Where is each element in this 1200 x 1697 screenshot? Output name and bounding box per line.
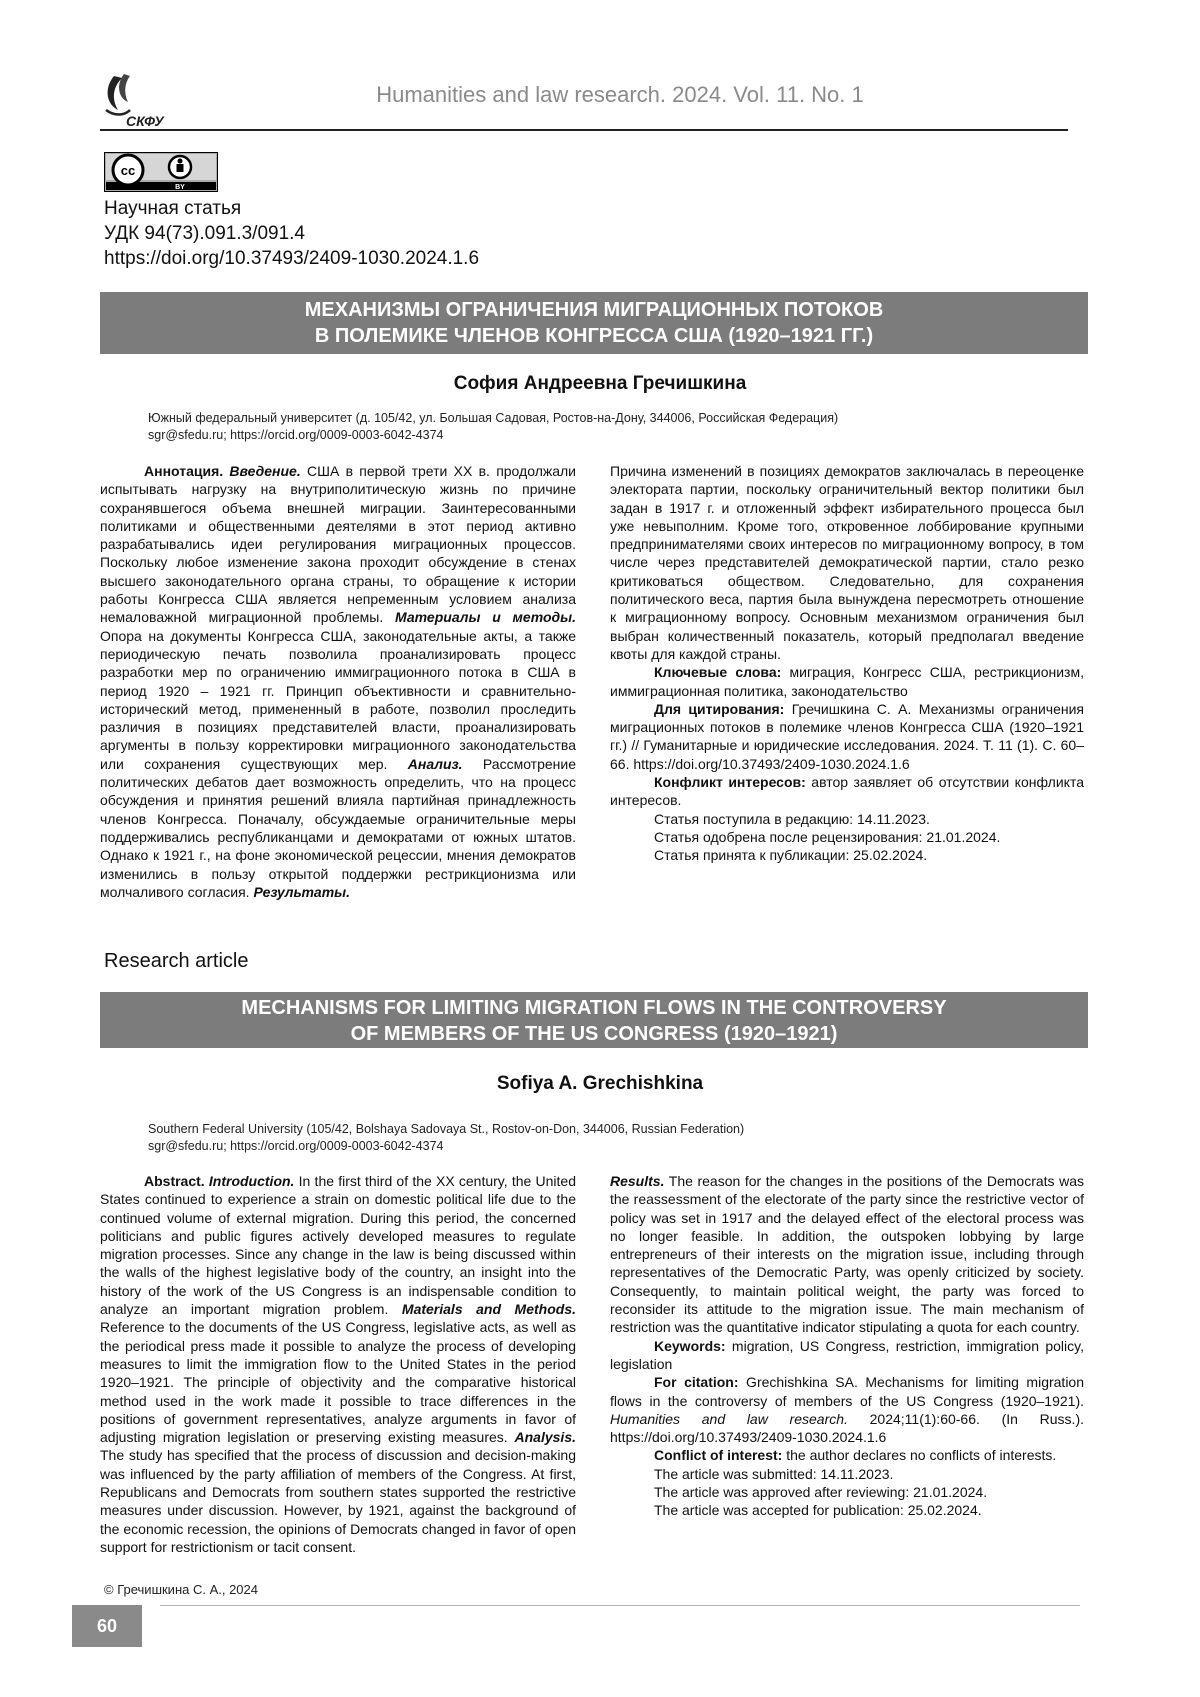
footer-rule xyxy=(160,1605,1080,1606)
article-type-en: Research article xyxy=(104,950,249,973)
analysis-en-text: The study has specified that the process of discussion and decision-making was influenced by the party affiliation of members of the Congress. At first, Republicans and Democrats from southern states supported the restrictive measures under discussion. However, by 1921, against the background of the economic recession, the opinions of Democrats changed in favor of open support for restrictionism or tacit consent. xyxy=(100,1447,576,1554)
results-en-paragraph xyxy=(610,1172,1084,1337)
accepted-en: The article was accepted for publication: 25.02.2024. xyxy=(610,1501,1084,1519)
citation-ru-text: Гречишкина С. А. Механизмы ограничения миграционных потоков в полемике членов Конгресса США (1920–1921 гг.) // Гуманитарные и юридические исследования. 2024. Т. 11 (1). С. 60–66. https://doi.org/10.37493/2409-1030.2024.1.6 xyxy=(610,701,1084,772)
approved-en: The article was approved after reviewing: 21.01.2024. xyxy=(610,1483,1084,1501)
journal-header: Humanities and law research. 2024. Vol. 11. No. 1 xyxy=(300,82,940,108)
keywords-en xyxy=(610,1337,1084,1374)
conflict-en xyxy=(610,1446,1084,1464)
page-number: 60 xyxy=(72,1605,142,1647)
abstract-ru-label: Аннотация. xyxy=(144,463,223,479)
title-en-line1: MECHANISMS FOR LIMITING MIGRATION FLOWS IN THE CONTROVERSY xyxy=(100,995,1088,1021)
analysis-en-label: Analysis. xyxy=(515,1429,576,1445)
citation-en-text-a: Grechishkina SA. Mechanisms for limiting migration flows in the controversy of members of the US Congress (1920–1921). xyxy=(610,1374,1084,1408)
citation-en-text-b: 2024;11(1):60-66. (In Russ.). https://doi.org/10.37493/2409-1030.2024.1.6 xyxy=(610,1411,1084,1445)
title-band-ru xyxy=(100,292,1088,354)
citation-ru-label: Для цитирования: xyxy=(654,701,784,717)
citation-ru xyxy=(610,700,1084,773)
udc-code: УДК 94(73).091.3/091.4 xyxy=(104,221,479,246)
intro-en-text: In the first third of the XX century, the United States continued to experience a strain on domestic political life due to the continued volume of external migration. During this period, the concerned politicians and public figures actively developed measures to regulate migration processes. Since any change in the law is being discussed within the walls of the highest legislative body of the country, an insight into the history of the work of the US Congress is an indispensable condition to analyze an important migration problem. xyxy=(100,1173,576,1317)
article-type-ru: Научная статья xyxy=(104,196,479,221)
doi-link[interactable]: https://doi.org/10.37493/2409-1030.2024.1.6 xyxy=(104,246,479,271)
copyright-notice: © Гречишкина С. А., 2024 xyxy=(104,1582,258,1597)
intro-ru-label: Введение. xyxy=(229,463,300,479)
abstract-en-column-right xyxy=(610,1172,1084,1520)
keywords-ru-label: Ключевые слова: xyxy=(654,664,781,680)
methods-en-text: Reference to the documents of the US Congress, legislative acts, as well as the periodical press made it possible to analyze the process of developing measures to limit the immigration flow to the United States in the period 1920–1921. The principle of objectivity and the comparative historical method used in the work made it possible to trace differences in the positions of government representatives, analyze arguments in favor of adjusting migration legislation or preserving existing measures. xyxy=(100,1319,576,1445)
citation-en xyxy=(610,1373,1084,1446)
affiliation-ru xyxy=(148,410,838,444)
by-text: BY xyxy=(175,184,185,191)
contacts-ru[interactable]: sgr@sfedu.ru; https://orcid.org/0009-0003-6042-4374 xyxy=(148,427,838,444)
conflict-en-label: Conflict of interest: xyxy=(654,1447,782,1463)
author-en: Sofiya A. Grechishkina xyxy=(100,1073,1100,1095)
citation-en-journal: Humanities and law research. xyxy=(610,1411,848,1427)
accepted-ru: Статья принята к публикации: 25.02.2024. xyxy=(610,846,1084,864)
header-rule xyxy=(100,129,1068,131)
title-ru-line1: МЕХАНИЗМЫ ОГРАНИЧЕНИЯ МИГРАЦИОННЫХ ПОТОКОВ xyxy=(100,297,1088,323)
affiliation-ru-text: Южный федеральный университет (д. 105/42, ул. Большая Садовая, Ростов-на-Дону, 344006, Российская Федерация) xyxy=(148,410,838,427)
intro-ru-text: США в первой трети XX в. продолжали испытывать нагрузку на внутриполитическую жизнь по причине сохранявшегося объема внешней миграции. Заинтересованными политиками и общественными деятелями в этот период активно разрабатывались идеи регулирования миграционных процессов. Поскольку любое изменение закона проходит обсуждение в стенах высшего законодательного органа страны, то обращение к истории работы Конгресса США является непременным условием анализа немаловажной миграционной проблемы. xyxy=(100,463,576,625)
submitted-ru: Статья поступила в редакцию: 14.11.2023. xyxy=(610,810,1084,828)
approved-ru: Статья одобрена после рецензирования: 21.01.2024. xyxy=(610,828,1084,846)
conflict-ru-label: Конфликт интересов: xyxy=(654,774,806,790)
results-ru-text: Причина изменений в позициях демократов заключалась в переоценке электората партии, поскольку ограничительный вектор политики был задан в 1917 г. и отложенный эффект избирательного процесса был уже невыполним. Кроме того, откровенное лоббирование крупными предпринимателями своих интересов по миграционному вопросу, в том числе через представителей демократической партии, стало резко критиковаться обществом. Следовательно, для сохранения политического веса, партия была вынуждена пересмотреть отношение к миграционному вопросу. Основным механизмом ограничения был выбран количественный показатель, который предполагал введение квоты для каждой страны. xyxy=(610,463,1084,662)
keywords-en-label: Keywords: xyxy=(654,1338,726,1354)
affiliation-en-text: Southern Federal University (105/42, Bolshaya Sadovaya St., Rostov-on-Don, 344006, Russian Federation) xyxy=(148,1121,744,1138)
abstract-ru-paragraph xyxy=(100,462,576,901)
abstract-ru-column-right xyxy=(610,462,1084,865)
abstract-ru-column-left xyxy=(100,462,576,901)
title-en-line2: OF MEMBERS OF THE US CONGRESS (1920–1921) xyxy=(100,1021,1088,1047)
abstract-en-paragraph xyxy=(100,1172,576,1556)
intro-en-label: Introduction. xyxy=(209,1173,295,1189)
methods-ru-text: Опора на документы Конгресса США, законодательные акты, а также периодическую печать позволила проанализировать процесс разработки мер по ограничению иммиграционного потока в США в период 1920 – 1921 гг. Принцип объективности и сравнительно-исторический метод, примененный в работе, позволил проследить различия в позициях представителей власти, проанализировать аргументы в пользу корректировки миграционного законодательства или сохранения существующих мер. xyxy=(100,628,576,772)
keywords-ru-text: миграция, Конгресс США, рестрикционизм, иммиграционная политика, законодательство xyxy=(610,664,1084,698)
title-band-en xyxy=(100,992,1088,1048)
analysis-ru-label: Анализ. xyxy=(408,756,463,772)
cc-text: cc xyxy=(121,163,135,178)
conflict-en-text: the author declares no conflicts of interests. xyxy=(782,1447,1056,1463)
conflict-ru xyxy=(610,773,1084,810)
results-ru-label: Результаты. xyxy=(253,884,350,900)
author-ru: София Андреевна Гречишкина xyxy=(100,373,1100,395)
article-meta xyxy=(104,196,479,271)
analysis-ru-text: Рассмотрение политических дебатов дает возможность определить, что на процесс обсуждения и принятия решений влияла партийная принадлежность членов Конгресса. Поначалу, обсуждаемые ограничительные меры поддерживались республиканцами и демократами от южных штатов. Однако к 1921 г., на фоне экономической рецессии, мнения демократов изменились в пользу открытой поддержки рестрикционизма или молчаливого согласия. xyxy=(100,756,576,900)
results-en-text: The reason for the changes in the positions of the Democrats was the reassessment of the electorate of the party since the restrictive vector of policy was set in 1917 and the delayed effect of the electoral process was no longer feasible. In addition, the outspoken lobbying by large entrepreneurs of their interests on the migration issue, including through representatives of the Democratic Party, was openly criticized by society. Consequently, to maintain political weight, the party was forced to reconsider its attitude to the migration issue. The main mechanism of restriction was the quantitative indicator stipulating a quota for each country. xyxy=(610,1173,1084,1335)
conflict-ru-text: автор заявляет об отсутствии конфликта интересов. xyxy=(610,774,1084,808)
submitted-en: The article was submitted: 14.11.2023. xyxy=(610,1465,1084,1483)
contacts-en[interactable]: sgr@sfedu.ru; https://orcid.org/0009-0003-6042-4374 xyxy=(148,1138,744,1155)
results-en-label: Results. xyxy=(610,1173,664,1189)
citation-en-label: For citation: xyxy=(654,1374,739,1390)
affiliation-en xyxy=(148,1121,744,1155)
methods-ru-label: Материалы и методы. xyxy=(395,609,576,625)
abstract-en-column-left xyxy=(100,1172,576,1556)
keywords-en-text: migration, US Congress, restriction, immigration policy, legislation xyxy=(610,1338,1084,1372)
title-ru-line2: В ПОЛЕМИКЕ ЧЛЕНОВ КОНГРЕССА США (1920–1921 ГГ.) xyxy=(100,323,1088,349)
methods-en-label: Materials and Methods. xyxy=(402,1301,576,1317)
university-logo xyxy=(100,70,180,130)
cc-by-license-badge[interactable] xyxy=(104,152,218,192)
abstract-en-label: Abstract. xyxy=(144,1173,205,1189)
logo-text: СКФУ xyxy=(126,113,165,129)
results-ru-paragraph xyxy=(610,462,1084,663)
keywords-ru xyxy=(610,663,1084,700)
